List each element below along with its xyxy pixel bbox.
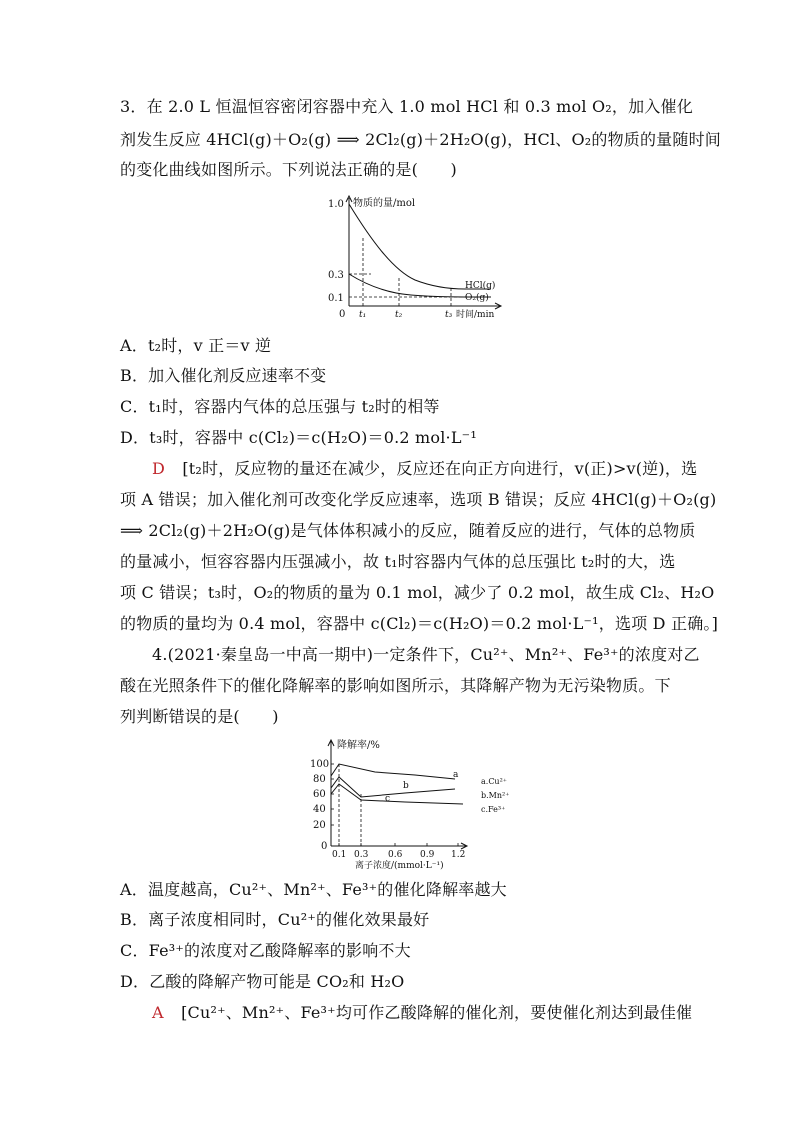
q3-option-c: C．t₁时，容器内气体的总压强与 t₂时的相等 — [120, 397, 440, 416]
fig1-ytick: 0.3 — [328, 270, 344, 281]
fig1-curve-label-o2: O₂(g) — [465, 293, 489, 303]
fig2-legend-c: c.Fe³⁺ — [481, 805, 506, 814]
q4-line-1: 4.(2021·秦皇岛一中高一期中)一定条件下，Cu²⁺、Mn²⁺、Fe³⁺的浓度对乙 — [152, 645, 700, 664]
q3-answer: D — [152, 459, 166, 478]
fig2-xtick: 1.2 — [451, 850, 466, 860]
fig1-curve-label-hcl: HCl(g) — [465, 281, 496, 291]
curve-b — [331, 777, 455, 797]
q4-line-3: 列判断错误的是( ) — [120, 707, 279, 726]
fig2-curve-label-b: b — [403, 781, 409, 791]
q4-answer-line — [152, 1003, 712, 1023]
fig2-legend-b: b.Mn²⁺ — [481, 791, 510, 800]
fig2-xtick: 0.1 — [332, 850, 347, 860]
q3-explanation-5: 项 C 错误；t₃时，O₂的物质的量为 0.1 mol，减少了 0.2 mol，故生成 Cl₂、H₂O — [120, 583, 715, 602]
fig2-xtick: 0.6 — [388, 850, 403, 860]
q4-explanation-1: [Cu²⁺、Mn²⁺、Fe³⁺均可作乙酸降解的催化剂，要使催化剂达到最佳催 — [181, 1003, 693, 1022]
q4-answer: A — [152, 1003, 164, 1022]
fig1-origin: 0 — [339, 309, 346, 320]
q3-option-d: D．t₃时，容器中 c(Cl₂)＝c(H₂O)＝0.2 mol·L⁻¹ — [120, 428, 477, 447]
hcl-curve — [349, 204, 491, 289]
q3-line-1: 3．在 2.0 L 恒温恒容密闭容器中充入 1.0 mol HCl 和 0.3 mol O₂，加入催化 — [120, 97, 693, 116]
fig2-xtick: 0.3 — [354, 850, 369, 860]
fig1-ylabel: 物质的量/mol — [353, 198, 416, 209]
q4-option-a: A．温度越高，Cu²⁺、Mn²⁺、Fe³⁺的催化降解率越大 — [120, 880, 507, 899]
q3-option-b: B．加入催化剂反应速率不变 — [120, 366, 327, 385]
fig2-ylabel: 降解率/% — [337, 740, 380, 751]
fig1-xtick: t₃ — [445, 310, 453, 320]
fig1-xtick: t₁ — [359, 310, 367, 320]
curve-a — [331, 764, 455, 779]
fig1-xtick: t₂ — [395, 310, 403, 320]
fig2-legend-a: a.Cu²⁺ — [481, 777, 508, 786]
fig2-ytick: 60 — [313, 789, 326, 800]
figure-amount-vs-time — [315, 190, 515, 322]
fig2-curve-label-c: c — [385, 794, 391, 804]
fig2-ytick: 80 — [313, 774, 326, 785]
fig2-ytick: 20 — [313, 820, 326, 831]
fig2-ytick: 100 — [310, 759, 330, 770]
fig2-curve-label-a: a — [453, 770, 459, 780]
q3-option-a: A．t₂时，v 正＝v 逆 — [120, 336, 272, 355]
q3-line-2: 剂发生反应 4HCl(g)＋O₂(g) ⟹ 2Cl₂(g)＋2H₂O(g)，HCl、O₂的物质的量随时间 — [120, 130, 721, 149]
fig1-ytick: 0.1 — [328, 293, 344, 304]
q3-explanation-2: 项 A 错误；加入催化剂可改变化学反应速率，选项 B 错误；反应 4HCl(g)＋O₂(g) — [120, 490, 717, 509]
q4-option-d: D．乙酸的降解产物可能是 CO₂和 H₂O — [120, 972, 405, 991]
q3-explanation-3: ⟹ 2Cl₂(g)＋2H₂O(g)是气体体积减小的反应，随着反应的进行，气体的总物质 — [120, 521, 696, 540]
q4-option-b: B．离子浓度相同时，Cu²⁺的催化效果最好 — [120, 910, 430, 929]
figure-degradation-rate — [305, 736, 525, 870]
q4-line-2: 酸在光照条件下的催化降解率的影响如图所示，其降解产物为无污染物质。下 — [120, 676, 671, 695]
q4-option-c: C．Fe³⁺的浓度对乙酸降解率的影响不大 — [120, 941, 411, 960]
fig2-xlabel: 离子浓度/(mmol·L⁻¹) — [355, 861, 444, 870]
q3-line-3: 的变化曲线如图所示。下列说法正确的是( ) — [120, 160, 457, 179]
fig2-ytick: 40 — [313, 804, 326, 815]
fig1-xlabel: 时间/min — [456, 310, 495, 320]
q3-answer-line — [152, 459, 712, 479]
fig2-ytick: 0 — [321, 841, 328, 852]
q3-explanation-4: 的量减小，恒容容器内压强减小，故 t₁时容器内气体的总压强比 t₂时的大，选 — [120, 552, 676, 571]
fig1-ytick: 1.0 — [328, 199, 344, 210]
fig2-xtick: 0.9 — [420, 850, 435, 860]
q3-explanation-6: 的物质的量均为 0.4 mol，容器中 c(Cl₂)＝c(H₂O)＝0.2 mol·L⁻¹，选项 D 正确。] — [120, 614, 719, 633]
q3-explanation-1: [t₂时，反应物的量还在减少，反应还在向正方向进行，v(正)>v(逆)，选 — [182, 459, 698, 478]
